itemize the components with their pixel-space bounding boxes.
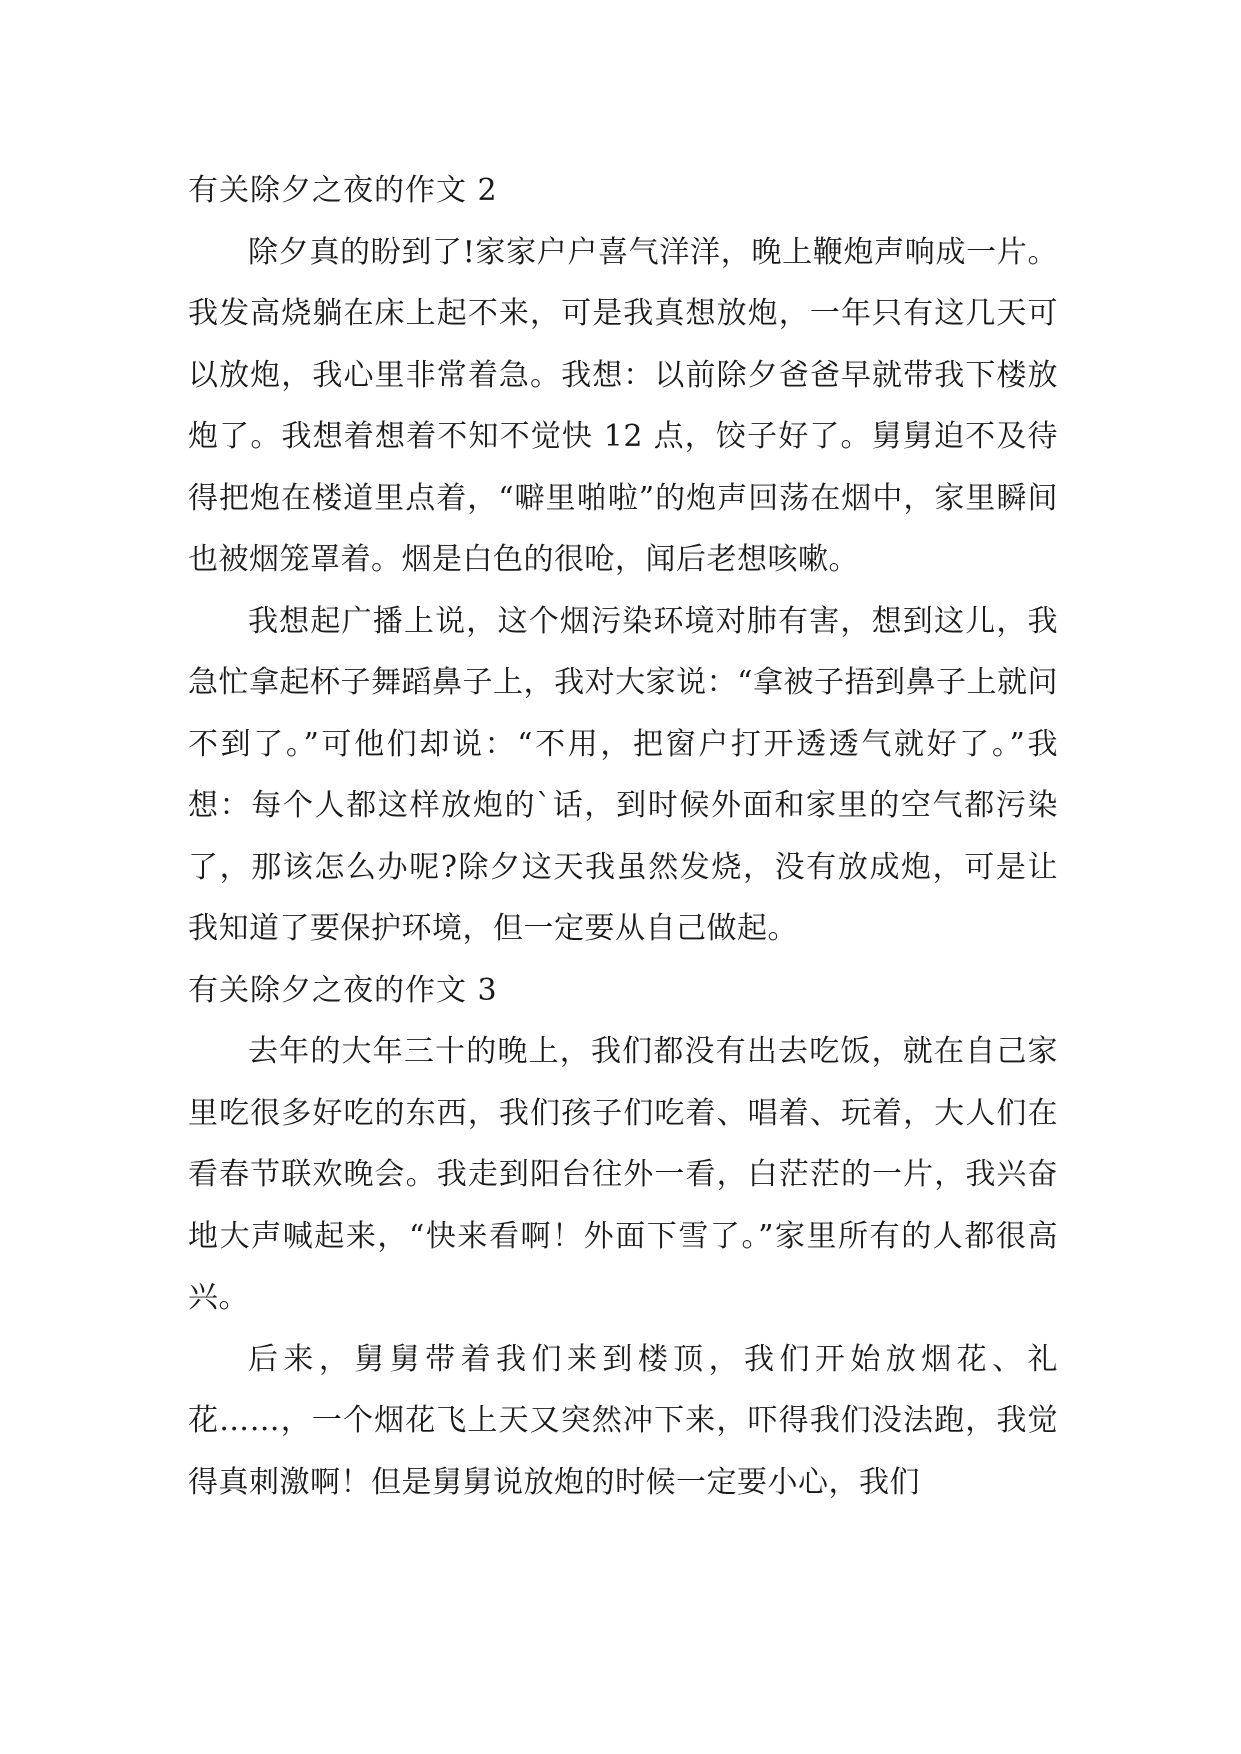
essay-3-paragraph-1: 去年的大年三十的晚上，我们都没有出去吃饭，就在自己家里吃很多好吃的东西，我们孩子们吃着、唱着、玩着，大人们在看春节联欢晚会。我走到阳台往外一看，白茫茫的一片，我兴奋地大声喊起来，“快来看啊！外面下雪了。”家里所有的人都很高兴。 xyxy=(188,1034,1058,1315)
essay-2-paragraph-2: 我想起广播上说，这个烟污染环境对肺有害，想到这儿，我急忙拿起杯子舞蹈鼻子上，我对大家说：“拿被子捂到鼻子上就问不到了。”可他们却说：“不用，把窗户打开透透气就好了。”我想：每个人都这样放炮的`话，到时候外面和家里的空气都污染了，那该怎么办呢?除夕这天我虽然发烧，没有放成炮，可是让我知道了要保护环境，但一定要从自己做起。 xyxy=(188,603,1058,946)
essay-heading-2: 有关除夕之夜的作文 2 xyxy=(188,173,498,208)
essay-3-paragraph-2: 后来，舅舅带着我们来到楼顶，我们开始放烟花、礼花……，一个烟花飞上天又突然冲下来，吓得我们没法跑，我觉得真刺激啊！但是舅舅说放炮的时候一定要小心，我们 xyxy=(188,1341,1058,1500)
essay-body xyxy=(188,160,1058,1513)
essay-2-paragraph-1: 除夕真的盼到了!家家户户喜气洋洋，晚上鞭炮声响成一片。我发高烧躺在床上起不来，可是我真想放炮，一年只有这几天可以放炮，我心里非常着急。我想：以前除夕爸爸早就带我下楼放炮了。我想着想着不知不觉快 12 点，饺子好了。舅舅迫不及待得把炮在楼道里点着，“噼里啪啦”的炮声回荡在烟中，家里瞬间也被烟笼罩着。烟是白色的很呛，闻后老想咳嗽。 xyxy=(188,234,1058,577)
essay-heading-3: 有关除夕之夜的作文 3 xyxy=(188,972,498,1008)
